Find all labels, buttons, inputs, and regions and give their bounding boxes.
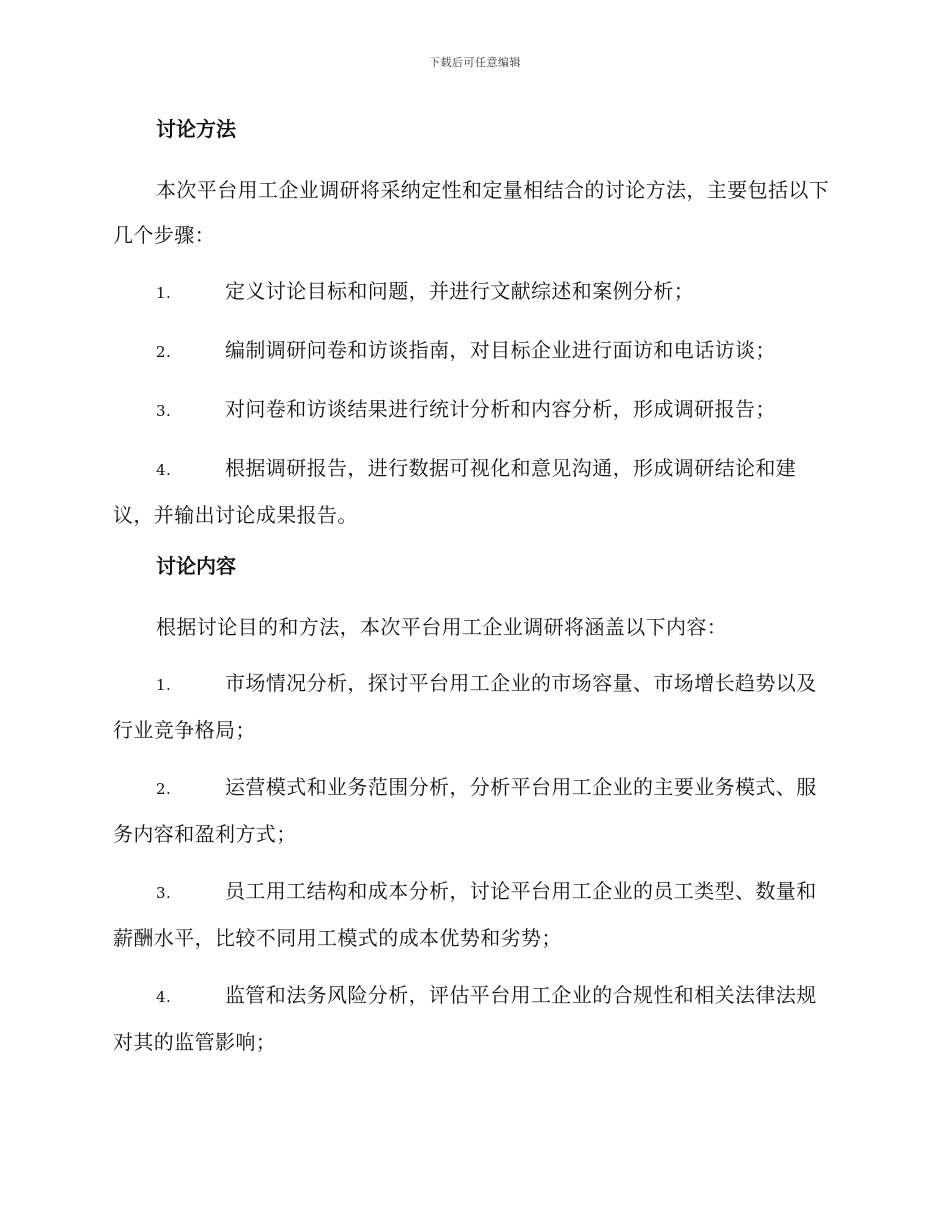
list-number: 2. xyxy=(156,343,172,361)
methods-list-item xyxy=(113,446,835,538)
methods-list-item xyxy=(113,328,835,375)
content-intro-paragraph: 根据讨论目的和方法，本次平台用工企业调研将涵盖以下内容： xyxy=(156,615,728,639)
list-item-text: 员工用工结构和成本分析，讨论平台用工企业的员工类型、数量和薪酬水平，比较不同用工模式的成本优势和劣势； xyxy=(113,879,817,950)
methods-intro-paragraph: 本次平台用工企业调研将采纳定性和定量相结合的讨论方法，主要包括以下几个步骤： xyxy=(113,178,830,247)
list-number: 2. xyxy=(156,780,172,798)
list-item-text: 定义讨论目标和问题，并进行文献综述和案例分析； xyxy=(225,279,695,303)
list-item-text: 编制调研问卷和访谈指南，对目标企业进行面访和电话访谈； xyxy=(225,338,776,362)
list-number: 4. xyxy=(156,988,172,1006)
list-item-text: 监管和法务风险分析，评估平台用工企业的合规性和相关法律法规对其的监管影响； xyxy=(113,983,817,1054)
list-item-text: 运营模式和业务范围分析，分析平台用工企业的主要业务模式、服务内容和盈利方式； xyxy=(113,775,817,846)
list-number: 3. xyxy=(156,402,172,420)
list-number: 1. xyxy=(156,676,172,694)
list-item-text: 对问卷和访谈结果进行统计分析和内容分析，形成调研报告； xyxy=(225,397,776,421)
content-list-item xyxy=(113,661,835,753)
content-list-item xyxy=(113,869,835,961)
methods-list-item xyxy=(113,387,835,434)
page-header: 下载后可任意编辑 xyxy=(429,56,521,69)
content-list-item xyxy=(113,973,835,1065)
methods-list-item xyxy=(113,269,835,316)
list-number: 4. xyxy=(156,461,172,479)
section-heading-content: 讨论内容 xyxy=(156,554,236,578)
section-heading-methods: 讨论方法 xyxy=(156,117,236,141)
content-list-item xyxy=(113,765,835,857)
list-item-text: 根据调研报告，进行数据可视化和意见沟通，形成调研结论和建议，并输出讨论成果报告。 xyxy=(113,456,797,527)
list-number: 1. xyxy=(156,284,172,302)
document-body xyxy=(113,113,835,1077)
list-number: 3. xyxy=(156,884,172,902)
list-item-text: 市场情况分析，探讨平台用工企业的市场容量、市场增长趋势以及行业竞争格局； xyxy=(113,671,817,742)
